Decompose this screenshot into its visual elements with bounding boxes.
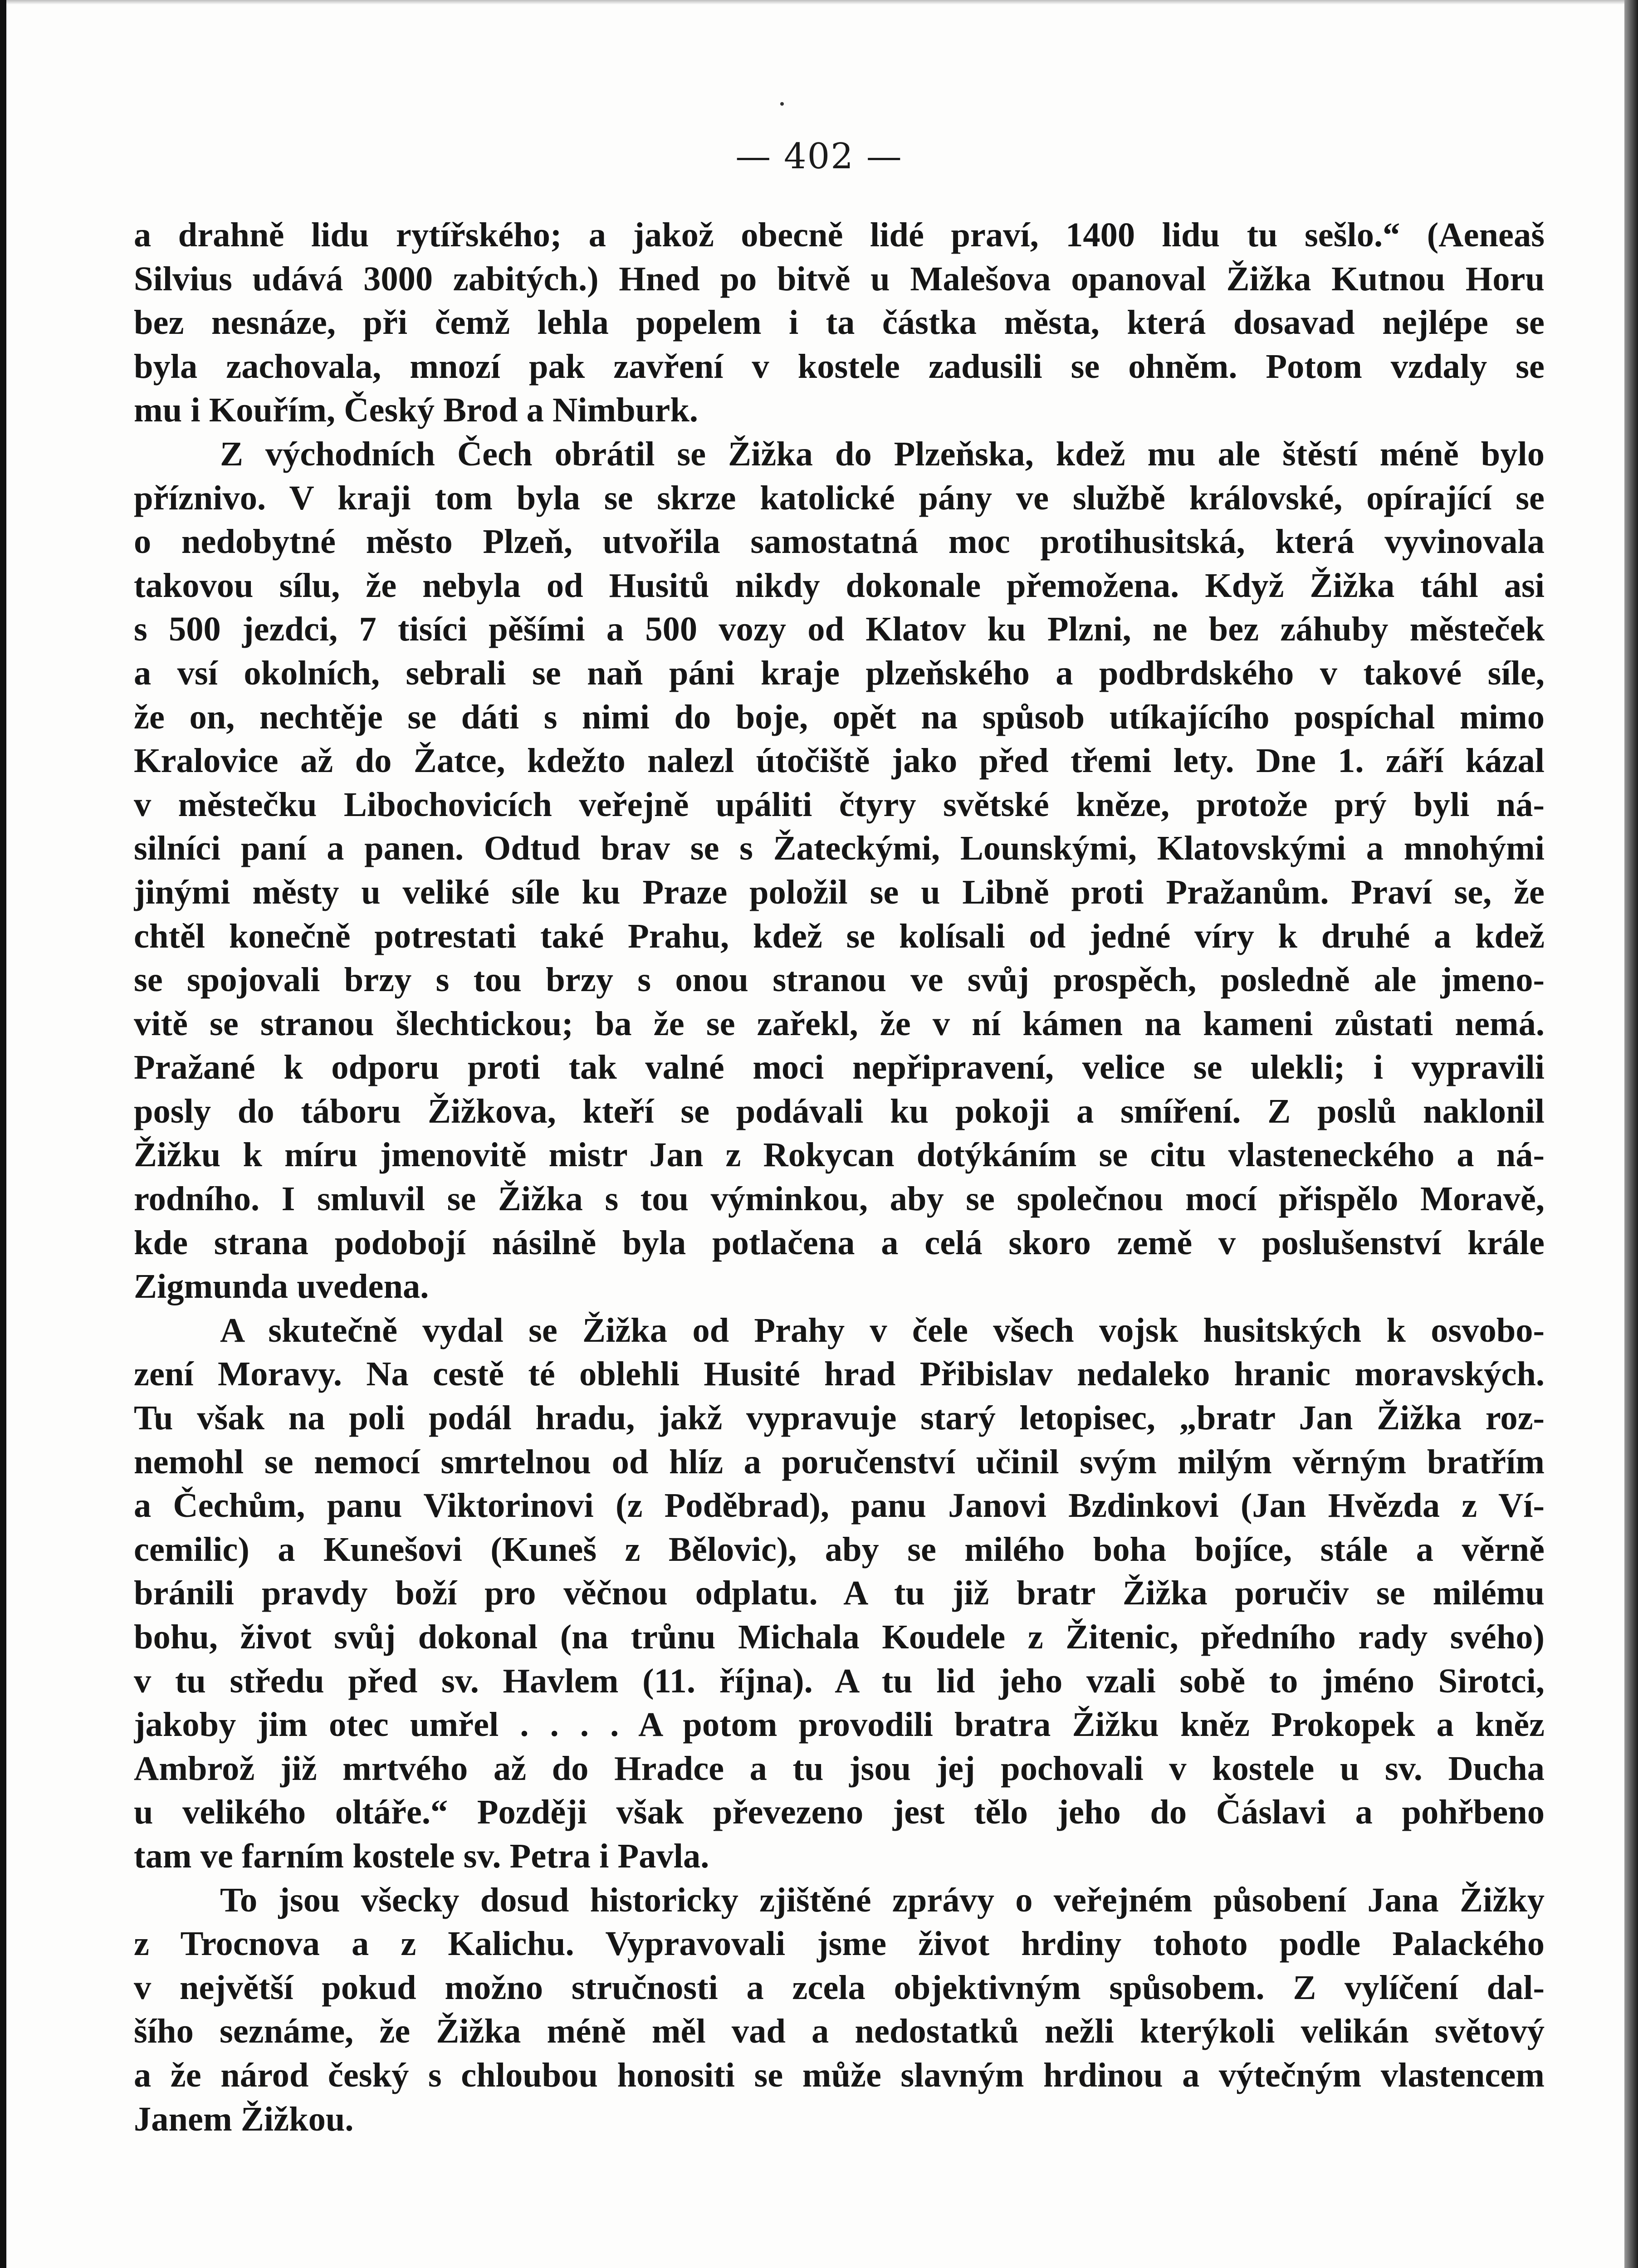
text-line: že on, nechtěje se dáti s nimi do boje, opět na spůsob utíkajícího pospíchal mimo bbox=[134, 697, 1545, 736]
dust-speck bbox=[780, 102, 784, 106]
paragraph bbox=[134, 432, 1545, 1309]
text-line: nemohl se nemocí smrtelnou od hlíz a poručenství učinil svým milým věrným bratřím bbox=[134, 1442, 1545, 1481]
text-line: a drahně lidu rytířského; a jakož obecně lidé praví, 1400 lidu tu sešlo.“ (Aeneaš bbox=[134, 215, 1545, 254]
text-line: Zigmunda uvedena. bbox=[134, 1267, 429, 1306]
text-line: takovou sílu, že nebyla od Husitů nikdy dokonale přemožena. Když Žižka táhl asi bbox=[134, 566, 1545, 605]
text-line: chtěl konečně potrestati také Prahu, kdež se kolísali od jedné víry k druhé a kdež bbox=[134, 916, 1545, 955]
text-line: se spojovali brzy s tou brzy s onou stranou ve svůj prospěch, posledně ale jmeno- bbox=[134, 960, 1545, 999]
text-line: Pražané k odporu proti tak valné moci nepřipravení, velice se ulekli; i vypravili bbox=[134, 1048, 1545, 1087]
text-line: u velikého oltáře.“ Později však převezeno jest tělo jeho do Čáslavi a pohřbeno bbox=[134, 1793, 1545, 1832]
text-line: silníci paní a panen. Odtud brav se s Žateckými, Lounskými, Klatovskými a mnohými bbox=[134, 829, 1545, 868]
text-line: Silvius udává 3000 zabitých.) Hned po bitvě u Malešova opanoval Žižka Kutnou Horu bbox=[134, 259, 1545, 298]
text-line: byla zachovala, mnozí pak zavření v kostele zadusili se ohněm. Potom vzdaly se bbox=[134, 347, 1545, 386]
scan-edge-top bbox=[0, 0, 1638, 5]
text-line: zení Moravy. Na cestě té oblehli Husité hrad Přibislav nedaleko hranic moravských. bbox=[134, 1354, 1545, 1393]
scan-edge-left bbox=[0, 0, 6, 2268]
text-line: jakoby jim otec umřel . . . . A potom provodili bratra Žižku kněz Prokopek a kněz bbox=[134, 1705, 1545, 1744]
text-line: bez nesnáze, při čemž lehla popelem i ta částka města, která dosavad nejlépe se bbox=[134, 303, 1545, 342]
scan-edge-right bbox=[1624, 0, 1638, 2268]
text-line: Tu však na poli podál hradu, jakž vypravuje starý letopisec, „bratr Jan Žižka roz- bbox=[134, 1398, 1545, 1437]
text-line: jinými městy u veliké síle ku Praze položil se u Libně proti Pražanům. Praví se, že bbox=[134, 872, 1545, 911]
paragraph bbox=[134, 1309, 1545, 1878]
text-line: rodního. I smluvil se Žižka s tou výminkou, aby se společnou mocí přispělo Moravě, bbox=[134, 1179, 1545, 1218]
page-number: — 402 — bbox=[735, 136, 903, 177]
text-line: cemilic) a Kunešovi (Kuneš z Bělovic), aby se milého boha bojíce, stále a věrně bbox=[134, 1530, 1545, 1569]
text-line: kde strana podobojí násilně byla potlačena a celá skoro země v poslušenství krále bbox=[134, 1223, 1545, 1262]
text-line: tam ve farním kostele sv. Petra i Pavla. bbox=[134, 1836, 709, 1875]
text-line: Žižku k míru jmenovitě mistr Jan z Rokycan dotýkáním se citu vlasteneckého a ná- bbox=[134, 1135, 1545, 1174]
paragraph bbox=[134, 213, 1545, 432]
text-line: o nedobytné město Plzeň, utvořila samostatná moc protihusitská, která vyvinovala bbox=[134, 522, 1545, 561]
text-line: mu i Kouřím, Český Brod a Nimburk. bbox=[134, 391, 698, 430]
text-line: šího seznáme, že Žižka méně měl vad a nedostatků nežli kterýkoli velikán světový bbox=[134, 2012, 1545, 2051]
text-line: Z východních Čech obrátil se Žižka do Plzeňska, kdež mu ale štěstí méně bylo bbox=[220, 434, 1545, 473]
text-line: a Čechům, panu Viktorinovi (z Poděbrad), panu Janovi Bzdinkovi (Jan Hvězda z Ví- bbox=[134, 1486, 1545, 1525]
text-line: Ambrož již mrtvého až do Hradce a tu jsou jej pochovali v kostele u sv. Ducha bbox=[134, 1749, 1545, 1788]
text-line: A skutečně vydal se Žižka od Prahy v čele všech vojsk husitských k osvobo- bbox=[220, 1310, 1545, 1349]
text-line: To jsou všecky dosud historicky zjištěné zprávy o veřejném působení Jana Žižky bbox=[220, 1880, 1545, 1919]
text-line: příznivo. V kraji tom byla se skrze katolické pány ve službě královské, opírající se bbox=[134, 478, 1545, 517]
text-line: bohu, život svůj dokonal (na trůnu Michala Koudele z Žitenic, předního rady svého) bbox=[134, 1618, 1545, 1656]
text-line: v největší pokud možno stručnosti a zcela objektivným spůsobem. Z vylíčení dal- bbox=[134, 1968, 1545, 2007]
text-line: s 500 jezdci, 7 tisíci pěšími a 500 vozy od Klatov ku Plzni, ne bez záhuby městeček bbox=[134, 610, 1545, 649]
text-line: a že národ český s chloubou honositi se může slavným hrdinou a výtečným vlastencem bbox=[134, 2055, 1545, 2094]
text-line: bránili pravdy boží pro věčnou odplatu. A tu již bratr Žižka poručiv se milému bbox=[134, 1574, 1545, 1613]
body-text bbox=[134, 213, 1545, 2141]
text-line: Kralovice až do Žatce, kdežto nalezl útočiště jako před třemi lety. Dne 1. září kázal bbox=[134, 741, 1545, 780]
text-line: v městečku Libochovicích veřejně upáliti čtyry světské kněze, protože prý byli ná- bbox=[134, 785, 1545, 824]
text-line: v tu středu před sv. Havlem (11. října). A tu lid jeho vzali sobě to jméno Sirotci, bbox=[134, 1661, 1545, 1700]
text-line: vitě se stranou šlechtickou; ba že se zařekl, že v ní kámen na kameni zůstati nemá. bbox=[134, 1004, 1545, 1043]
text-line: Janem Žižkou. bbox=[134, 2099, 354, 2138]
paragraph bbox=[134, 1878, 1545, 2141]
text-line: z Trocnova a z Kalichu. Vypravovali jsme život hrdiny tohoto podle Palackého bbox=[134, 1924, 1545, 1963]
text-line: posly do táboru Žižkova, kteří se podávali ku pokoji a smíření. Z poslů naklonil bbox=[134, 1091, 1545, 1130]
text-line: a vsí okolních, sebrali se naň páni kraje plzeňského a podbrdského v takové síle, bbox=[134, 653, 1545, 692]
